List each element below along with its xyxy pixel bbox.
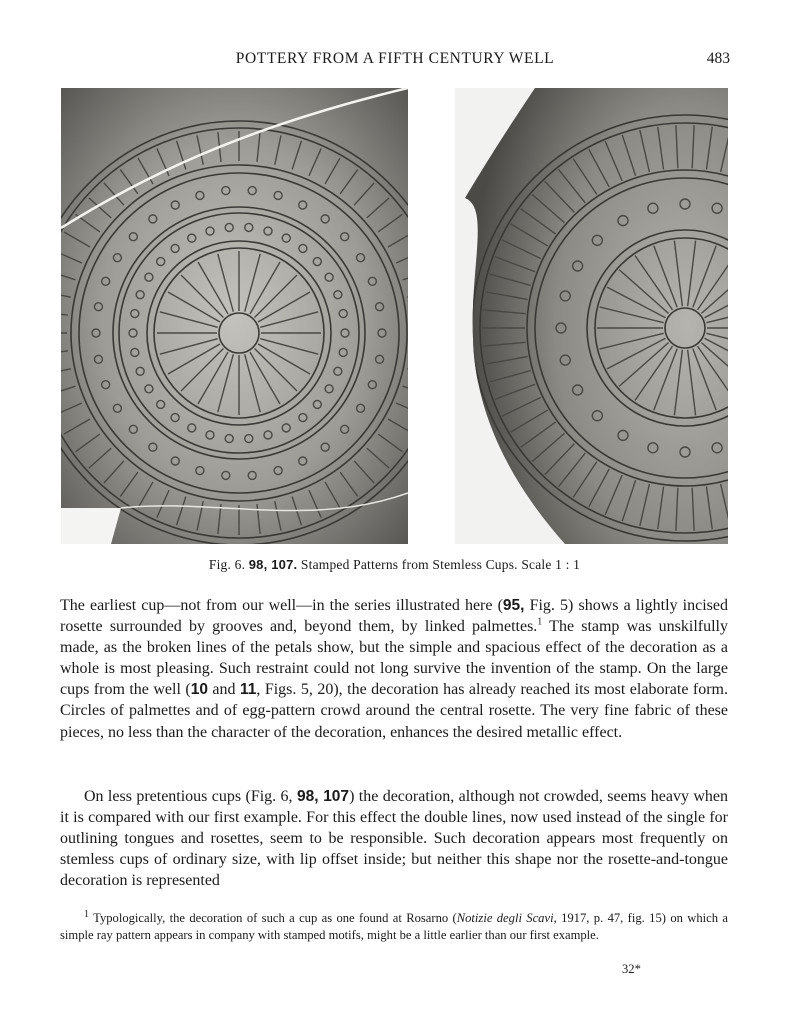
caption-text: Stamped Patterns from Stemless Cups. (300, 557, 518, 572)
figure-caption (0, 557, 789, 573)
signature-mark: 32* (622, 962, 641, 976)
page-header (60, 50, 730, 72)
ref-11: 11 (239, 681, 257, 699)
footnote-journal: Notizie degli Scavi (456, 911, 554, 925)
footnote: $^1$ Typologically, the decoration of such a cup as one found at Rosarno (Notizie degli Scavi, 1917, p. 47, fig. 15) on which a simple ray pattern appears in company with stamped motifs, might be a little earlier than our first example. (60, 908, 728, 942)
footnote-mark: 1 (84, 908, 89, 920)
caption-scale: Scale 1 : 1 (521, 557, 581, 572)
ref-95: 95, (502, 597, 525, 614)
caption-fig: Fig. 6. (208, 557, 246, 572)
footnote-ref: 1 (537, 616, 543, 628)
paragraph-2: On less pretentious cups (Fig. 6, 98, 107) the decoration, although not crowded, seems heavy when it is compared with our first example. For this effect the double lines, now used instead of the single for outlining tongues and rosettes, seem to be responsible. Such decoration appears most frequently on stemless cups of ordinary size, with lip offset inside; but neither this shape nor the rosette-and-tongue decoration is represented (60, 788, 729, 890)
figure-photo-left (61, 88, 408, 544)
figure-photo-right (455, 88, 728, 544)
running-title: POTTERY FROM A FIFTH CENTURY WELL (235, 50, 555, 67)
caption-refs: 98, 107. (248, 557, 298, 572)
page-number: 483 (706, 50, 730, 67)
ref-98-107: 98, 107 (296, 788, 350, 805)
ref-10: 10 (190, 681, 208, 699)
paragraph-1: The earliest cup—not from our well—in the series illustrated here (95, Fig. 5) shows a lightly incised rosette surrounded by grooves and, beyond them, by linked palmettes.$^1$ The stamp was unskilfully made, as the broken lines of the petals show, but the simple and spacious effect of the decoration as a whole is most pleasing. Such restraint could not long survive the invention of the stamp. On the large cups from the well (10 and 11, Figs. 5, 20), the decoration has already reached its most elaborate form. Circles of palmettes and of egg-pattern crowd around the central rosette. The very fine fabric of these pieces, no less than the character of the decoration, enhances the desired metallic effect. (60, 597, 728, 741)
